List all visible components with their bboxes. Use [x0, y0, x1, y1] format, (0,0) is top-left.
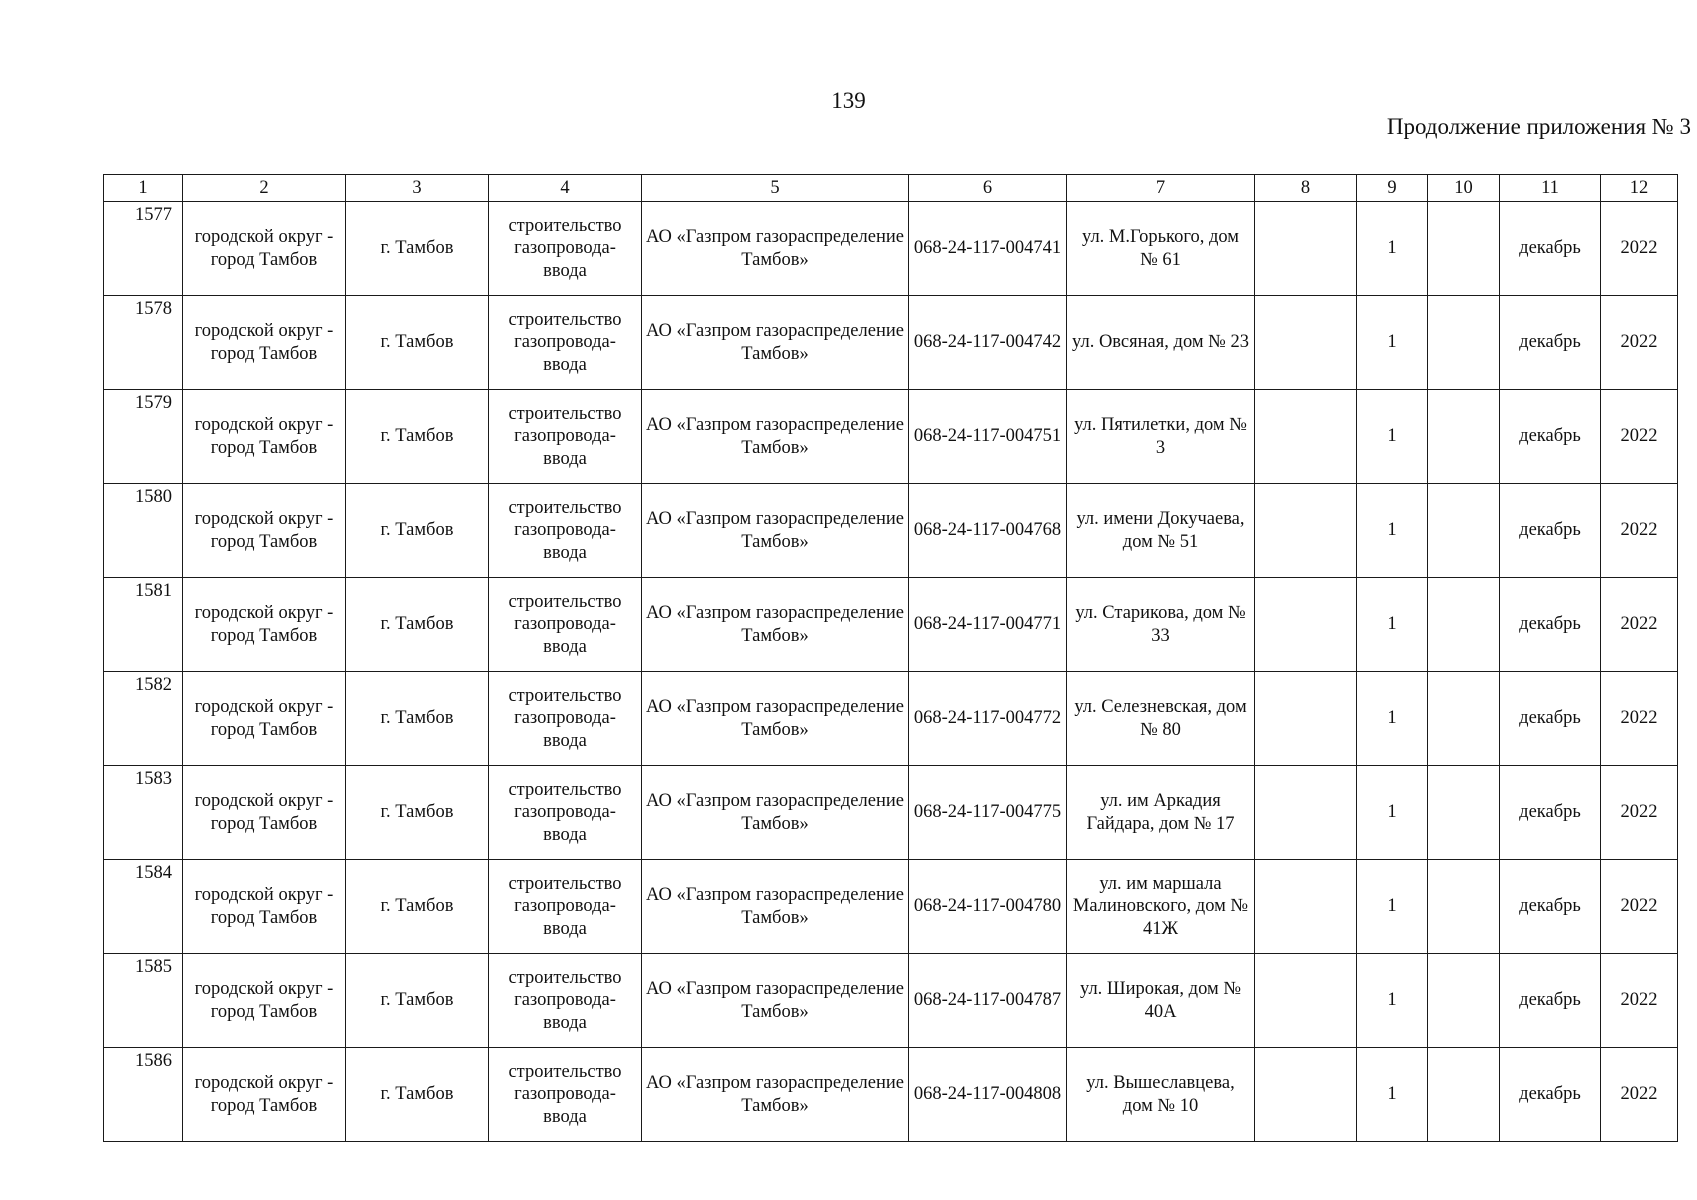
district-cell: городской округ - город Тамбов [183, 578, 346, 672]
table-row [104, 484, 1678, 578]
row-number: 1579 [104, 390, 183, 484]
month-cell: декабрь [1500, 484, 1601, 578]
district-cell: городской округ - город Тамбов [183, 860, 346, 954]
district-cell: городской округ - город Тамбов [183, 1048, 346, 1142]
col-8-cell [1255, 296, 1357, 390]
address-cell: ул. Овсяная, дом № 23 [1067, 296, 1255, 390]
header-col-12: 12 [1601, 175, 1678, 202]
district-cell: городской округ - город Тамбов [183, 296, 346, 390]
header-col-1: 1 [104, 175, 183, 202]
quantity-cell: 1 [1357, 860, 1428, 954]
row-number: 1582 [104, 672, 183, 766]
row-number: 1584 [104, 860, 183, 954]
header-col-7: 7 [1067, 175, 1255, 202]
month-cell: декабрь [1500, 296, 1601, 390]
work-type-cell: строительство газопровода-ввода [489, 296, 642, 390]
col-10-cell [1428, 860, 1500, 954]
row-number: 1577 [104, 202, 183, 296]
table-header [104, 175, 1678, 202]
district-cell: городской округ - город Тамбов [183, 484, 346, 578]
work-type-cell: строительство газопровода-ввода [489, 1048, 642, 1142]
code-cell: 068-24-117-004775 [909, 766, 1067, 860]
district-cell: городской округ - город Тамбов [183, 954, 346, 1048]
year-cell: 2022 [1601, 296, 1678, 390]
appendix-continuation-note: Продолжение приложения № 3 [1386, 114, 1691, 139]
month-cell: декабрь [1500, 578, 1601, 672]
district-cell: городской округ - город Тамбов [183, 766, 346, 860]
work-type-cell: строительство газопровода-ввода [489, 954, 642, 1048]
city-cell: г. Тамбов [346, 390, 489, 484]
header-col-9: 9 [1357, 175, 1428, 202]
quantity-cell: 1 [1357, 1048, 1428, 1142]
organization-cell: АО «Газпром газораспределение Тамбов» [642, 766, 909, 860]
month-cell: декабрь [1500, 390, 1601, 484]
year-cell: 2022 [1601, 484, 1678, 578]
col-8-cell [1255, 766, 1357, 860]
table-row [104, 202, 1678, 296]
col-8-cell [1255, 202, 1357, 296]
quantity-cell: 1 [1357, 766, 1428, 860]
header-col-6: 6 [909, 175, 1067, 202]
code-cell: 068-24-117-004742 [909, 296, 1067, 390]
address-cell: ул. им Аркадия Гайдара, дом № 17 [1067, 766, 1255, 860]
table-row [104, 578, 1678, 672]
header-col-4: 4 [489, 175, 642, 202]
city-cell: г. Тамбов [346, 672, 489, 766]
organization-cell: АО «Газпром газораспределение Тамбов» [642, 860, 909, 954]
header-col-10: 10 [1428, 175, 1500, 202]
code-cell: 068-24-117-004787 [909, 954, 1067, 1048]
row-number: 1585 [104, 954, 183, 1048]
code-cell: 068-24-117-004808 [909, 1048, 1067, 1142]
col-10-cell [1428, 390, 1500, 484]
quantity-cell: 1 [1357, 954, 1428, 1048]
registry-table [103, 174, 1678, 1142]
row-number: 1578 [104, 296, 183, 390]
table-row [104, 672, 1678, 766]
city-cell: г. Тамбов [346, 578, 489, 672]
row-number: 1580 [104, 484, 183, 578]
col-8-cell [1255, 578, 1357, 672]
address-cell: ул. Селезневская, дом № 80 [1067, 672, 1255, 766]
table-row [104, 390, 1678, 484]
work-type-cell: строительство газопровода-ввода [489, 578, 642, 672]
quantity-cell: 1 [1357, 578, 1428, 672]
work-type-cell: строительство газопровода-ввода [489, 202, 642, 296]
work-type-cell: строительство газопровода-ввода [489, 860, 642, 954]
col-10-cell [1428, 484, 1500, 578]
address-cell: ул. Пятилетки, дом № 3 [1067, 390, 1255, 484]
city-cell: г. Тамбов [346, 484, 489, 578]
year-cell: 2022 [1601, 766, 1678, 860]
address-cell: ул. Широкая, дом № 40А [1067, 954, 1255, 1048]
col-8-cell [1255, 484, 1357, 578]
year-cell: 2022 [1601, 390, 1678, 484]
city-cell: г. Тамбов [346, 296, 489, 390]
month-cell: декабрь [1500, 954, 1601, 1048]
work-type-cell: строительство газопровода-ввода [489, 390, 642, 484]
address-cell: ул. М.Горького, дом № 61 [1067, 202, 1255, 296]
organization-cell: АО «Газпром газораспределение Тамбов» [642, 578, 909, 672]
table-body [104, 202, 1678, 1142]
city-cell: г. Тамбов [346, 202, 489, 296]
col-8-cell [1255, 672, 1357, 766]
col-8-cell [1255, 860, 1357, 954]
month-cell: декабрь [1500, 860, 1601, 954]
col-8-cell [1255, 390, 1357, 484]
col-10-cell [1428, 766, 1500, 860]
year-cell: 2022 [1601, 1048, 1678, 1142]
district-cell: городской округ - город Тамбов [183, 672, 346, 766]
table-row [104, 860, 1678, 954]
address-cell: ул. Вышеславцева, дом № 10 [1067, 1048, 1255, 1142]
code-cell: 068-24-117-004751 [909, 390, 1067, 484]
work-type-cell: строительство газопровода-ввода [489, 672, 642, 766]
code-cell: 068-24-117-004741 [909, 202, 1067, 296]
organization-cell: АО «Газпром газораспределение Тамбов» [642, 954, 909, 1048]
code-cell: 068-24-117-004780 [909, 860, 1067, 954]
page-number: 139 [831, 88, 866, 113]
header-row [104, 175, 1678, 202]
col-10-cell [1428, 672, 1500, 766]
city-cell: г. Тамбов [346, 1048, 489, 1142]
col-10-cell [1428, 1048, 1500, 1142]
code-cell: 068-24-117-004772 [909, 672, 1067, 766]
address-cell: ул. Старикова, дом № 33 [1067, 578, 1255, 672]
district-cell: городской округ - город Тамбов [183, 202, 346, 296]
year-cell: 2022 [1601, 672, 1678, 766]
col-10-cell [1428, 296, 1500, 390]
organization-cell: АО «Газпром газораспределение Тамбов» [642, 672, 909, 766]
district-cell: городской округ - город Тамбов [183, 390, 346, 484]
table-row [104, 1048, 1678, 1142]
organization-cell: АО «Газпром газораспределение Тамбов» [642, 296, 909, 390]
year-cell: 2022 [1601, 578, 1678, 672]
header-col-2: 2 [183, 175, 346, 202]
quantity-cell: 1 [1357, 484, 1428, 578]
code-cell: 068-24-117-004768 [909, 484, 1067, 578]
quantity-cell: 1 [1357, 202, 1428, 296]
year-cell: 2022 [1601, 860, 1678, 954]
quantity-cell: 1 [1357, 390, 1428, 484]
col-10-cell [1428, 954, 1500, 1048]
city-cell: г. Тамбов [346, 954, 489, 1048]
organization-cell: АО «Газпром газораспределение Тамбов» [642, 390, 909, 484]
quantity-cell: 1 [1357, 672, 1428, 766]
row-number: 1586 [104, 1048, 183, 1142]
header-col-3: 3 [346, 175, 489, 202]
work-type-cell: строительство газопровода-ввода [489, 766, 642, 860]
col-10-cell [1428, 202, 1500, 296]
table-row [104, 296, 1678, 390]
organization-cell: АО «Газпром газораспределение Тамбов» [642, 484, 909, 578]
address-cell: ул. им маршала Малиновского, дом № 41Ж [1067, 860, 1255, 954]
code-cell: 068-24-117-004771 [909, 578, 1067, 672]
month-cell: декабрь [1500, 202, 1601, 296]
organization-cell: АО «Газпром газораспределение Тамбов» [642, 1048, 909, 1142]
header-col-8: 8 [1255, 175, 1357, 202]
month-cell: декабрь [1500, 766, 1601, 860]
address-cell: ул. имени Докучаева, дом № 51 [1067, 484, 1255, 578]
header-col-11: 11 [1500, 175, 1601, 202]
header-col-5: 5 [642, 175, 909, 202]
month-cell: декабрь [1500, 672, 1601, 766]
organization-cell: АО «Газпром газораспределение Тамбов» [642, 202, 909, 296]
row-number: 1583 [104, 766, 183, 860]
table-row [104, 954, 1678, 1048]
month-cell: декабрь [1500, 1048, 1601, 1142]
year-cell: 2022 [1601, 202, 1678, 296]
table-row [104, 766, 1678, 860]
city-cell: г. Тамбов [346, 860, 489, 954]
city-cell: г. Тамбов [346, 766, 489, 860]
work-type-cell: строительство газопровода-ввода [489, 484, 642, 578]
row-number: 1581 [104, 578, 183, 672]
quantity-cell: 1 [1357, 296, 1428, 390]
year-cell: 2022 [1601, 954, 1678, 1048]
col-8-cell [1255, 1048, 1357, 1142]
col-10-cell [1428, 578, 1500, 672]
col-8-cell [1255, 954, 1357, 1048]
